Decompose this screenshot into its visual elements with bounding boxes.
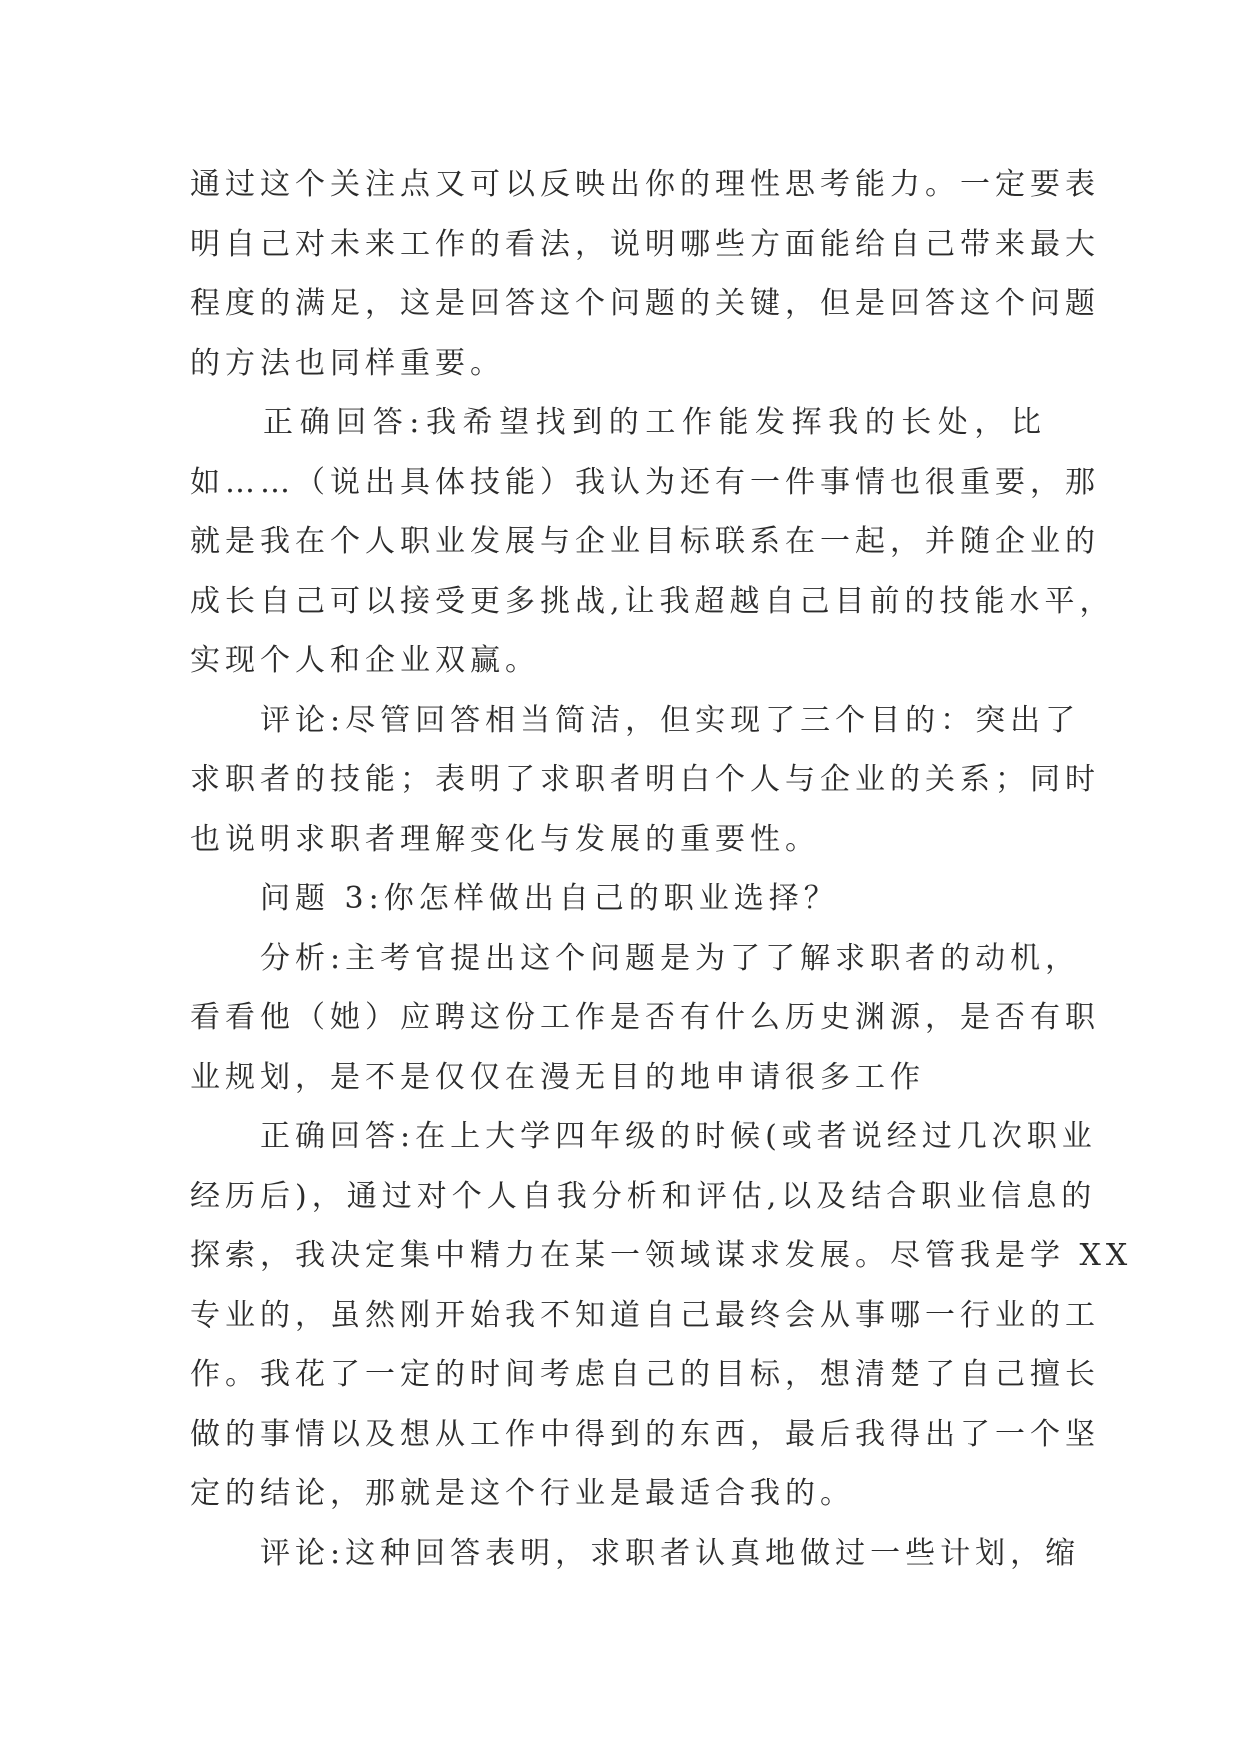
text-line: 定的结论，那就是这个行业是最适合我的。	[190, 1476, 855, 1511]
text-line: 业规划，是不是仅仅在漫无目的地申请很多工作	[190, 1059, 925, 1095]
text-line: 成长自己可以接受更多挑战,让我超越自己目前的技能水平，	[190, 583, 1115, 619]
text-line: 探索，我决定集中精力在某一领域谋求发展。尽管我是学 XX	[190, 1238, 1133, 1273]
text-line: 问题 3:你怎样做出自己的职业选择？	[260, 881, 839, 916]
text-line: 如……（说出具体技能）我认为还有一件事情也很重要，那	[190, 464, 1100, 500]
text-line: 求职者的技能；表明了求职者明白个人与企业的关系；同时	[190, 762, 1100, 797]
text-line: 看看他（她）应聘这份工作是否有什么历史渊源，是否有职	[190, 1000, 1100, 1035]
text-line: 经历后)，通过对个人自我分析和评估,以及结合职业信息的	[190, 1178, 1097, 1214]
document-body	[190, 155, 1133, 1583]
text-line: 实现个人和企业双赢。	[190, 643, 540, 678]
text-line: 通过这个关注点又可以反映出你的理性思考能力。一定要表	[190, 167, 1100, 202]
text-line: 就是我在个人职业发展与企业目标联系在一起，并随企业的	[190, 524, 1100, 559]
text-line: 作。我花了一定的时间考虑自己的目标，想清楚了自己擅长	[190, 1357, 1100, 1392]
text-line: 做的事情以及想从工作中得到的东西，最后我得出了一个坚	[190, 1416, 1100, 1452]
text-line: 正确回答:在上大学四年级的时候(或者说经过几次职业	[260, 1119, 1097, 1154]
text-line: 的方法也同样重要。	[190, 345, 505, 381]
text-line: 分析:主考官提出这个问题是为了了解求职者的动机，	[260, 940, 1081, 976]
text-line: 也说明求职者理解变化与发展的重要性。	[190, 821, 820, 857]
text-line: 明自己对未来工作的看法，说明哪些方面能给自己带来最大	[190, 226, 1100, 262]
text-line: 程度的满足，这是回答这个问题的关键，但是回答这个问题	[190, 286, 1100, 321]
text-line: 评论:尽管回答相当简洁，但实现了三个目的：突出了	[260, 702, 1081, 738]
text-line: 正确回答:我希望找到的工作能发挥我的长处，比	[263, 405, 1046, 440]
text-line: 评论:这种回答表明，求职者认真地做过一些计划，缩	[260, 1535, 1081, 1571]
text-line: 专业的，虽然刚开始我不知道自己最终会从事哪一行业的工	[190, 1297, 1100, 1333]
